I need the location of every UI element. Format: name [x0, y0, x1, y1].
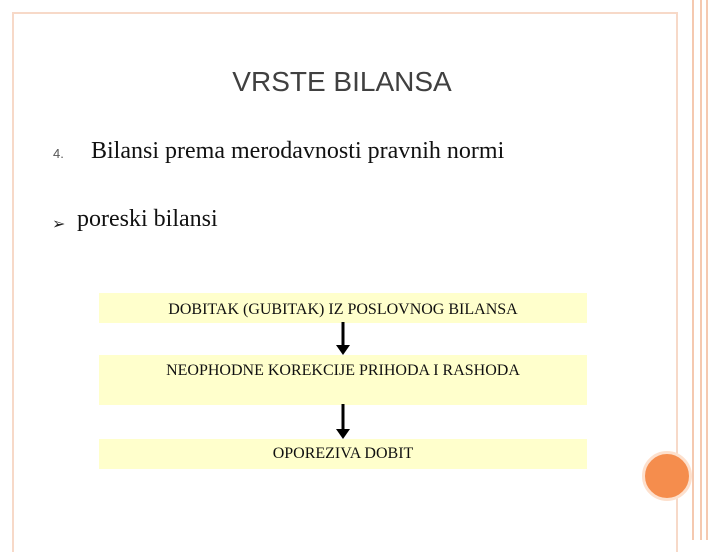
section-heading: Bilansi prema merodavnosti pravnih normi [91, 138, 505, 164]
flow-step-2 [99, 355, 587, 405]
flow-step-3-label: OPOREZIVA DOBIT [272, 445, 414, 462]
list-number: 4. [53, 146, 64, 161]
bullet-text: poreski bilansi [77, 206, 218, 232]
decorative-rule [706, 0, 708, 540]
flow-step-3 [99, 439, 587, 469]
arrow-bullet-icon: ➢ [52, 214, 66, 233]
down-arrow-icon [335, 404, 351, 440]
accent-circle [642, 451, 692, 501]
slide-title: VRSTE BILANSA [232, 66, 452, 97]
flow-step-1 [99, 293, 587, 323]
flow-step-1-label: DOBITAK (GUBITAK) IZ POSLOVNOG BILANSA [168, 301, 518, 318]
down-arrow-icon [335, 322, 351, 356]
flow-step-2-label: NEOPHODNE KOREKCIJE PRIHODA I RASHODA [166, 362, 520, 379]
decorative-rule [692, 0, 694, 540]
decorative-rule [700, 0, 702, 540]
